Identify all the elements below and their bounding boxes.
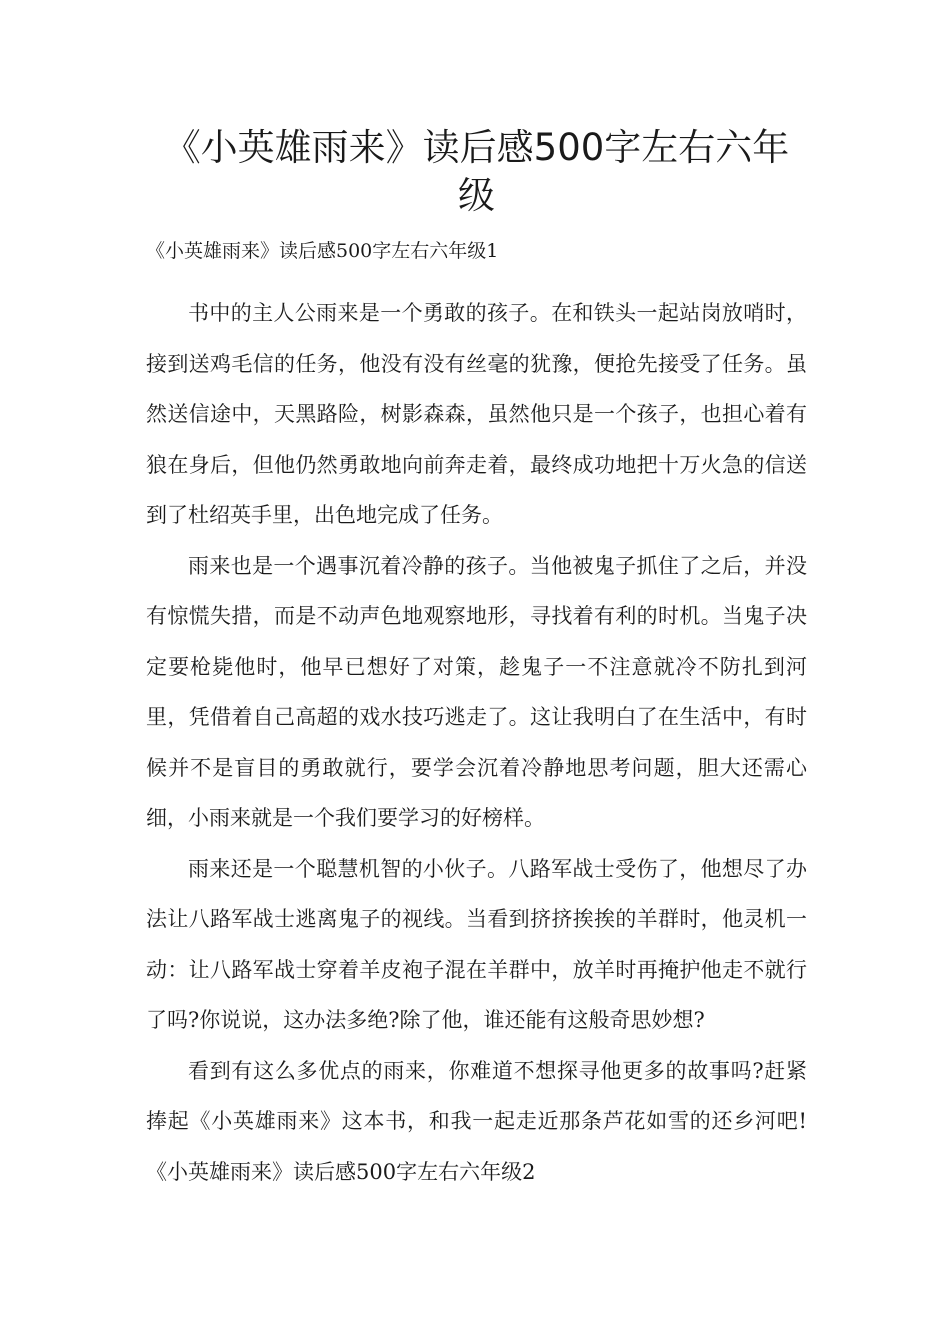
paragraph-3: 雨来还是一个聪慧机智的小伙子。八路军战士受伤了，他想尽了办法让八路军战士逃离鬼子的视线。当看到挤挤挨挨的羊群时，他灵机一动：让八路军战士穿着羊皮袍子混在羊群中，放羊时再掩护他走不就行了吗?你说说，这办法多绝?除了他，谁还能有这般奇思妙想?	[146, 856, 807, 1032]
paragraph-4: 看到有这么多优点的雨来，你难道不想探寻他更多的故事吗?赶紧捧起《小英雄雨来》这本书，和我一起走近那条芦花如雪的还乡河吧!《小英雄雨来》读后感500字左右六年级2	[146, 1058, 807, 1184]
document-title: 《小英雄雨来》读后感500字左右六年级	[163, 126, 790, 217]
paragraph-2: 雨来也是一个遇事沉着冷静的孩子。当他被鬼子抓住了之后，并没有惊慌失措，而是不动声色地观察地形，寻找着有利的时机。当鬼子决定要枪毙他时，他早已想好了对策，趁鬼子一不注意就冷不防扎到河里，凭借着自己高超的戏水技巧逃走了。这让我明白了在生活中，有时候并不是盲目的勇敢就行，要学会沉着冷静地思考问题，胆大还需心细，小雨来就是一个我们要学习的好榜样。	[146, 553, 807, 830]
paragraph-1: 书中的主人公雨来是一个勇敢的孩子。在和铁头一起站岗放哨时，接到送鸡毛信的任务，他没有没有丝毫的犹豫，便抢先接受了任务。虽然送信途中，天黑路险，树影森森，虽然他只是一个孩子，也担心着有狼在身后，但他仍然勇敢地向前奔走着，最终成功地把十万火急的信送到了杜绍英手里，出色地完成了任务。	[146, 301, 807, 527]
document-subtitle: 《小英雄雨来》读后感500字左右六年级1	[146, 240, 499, 262]
